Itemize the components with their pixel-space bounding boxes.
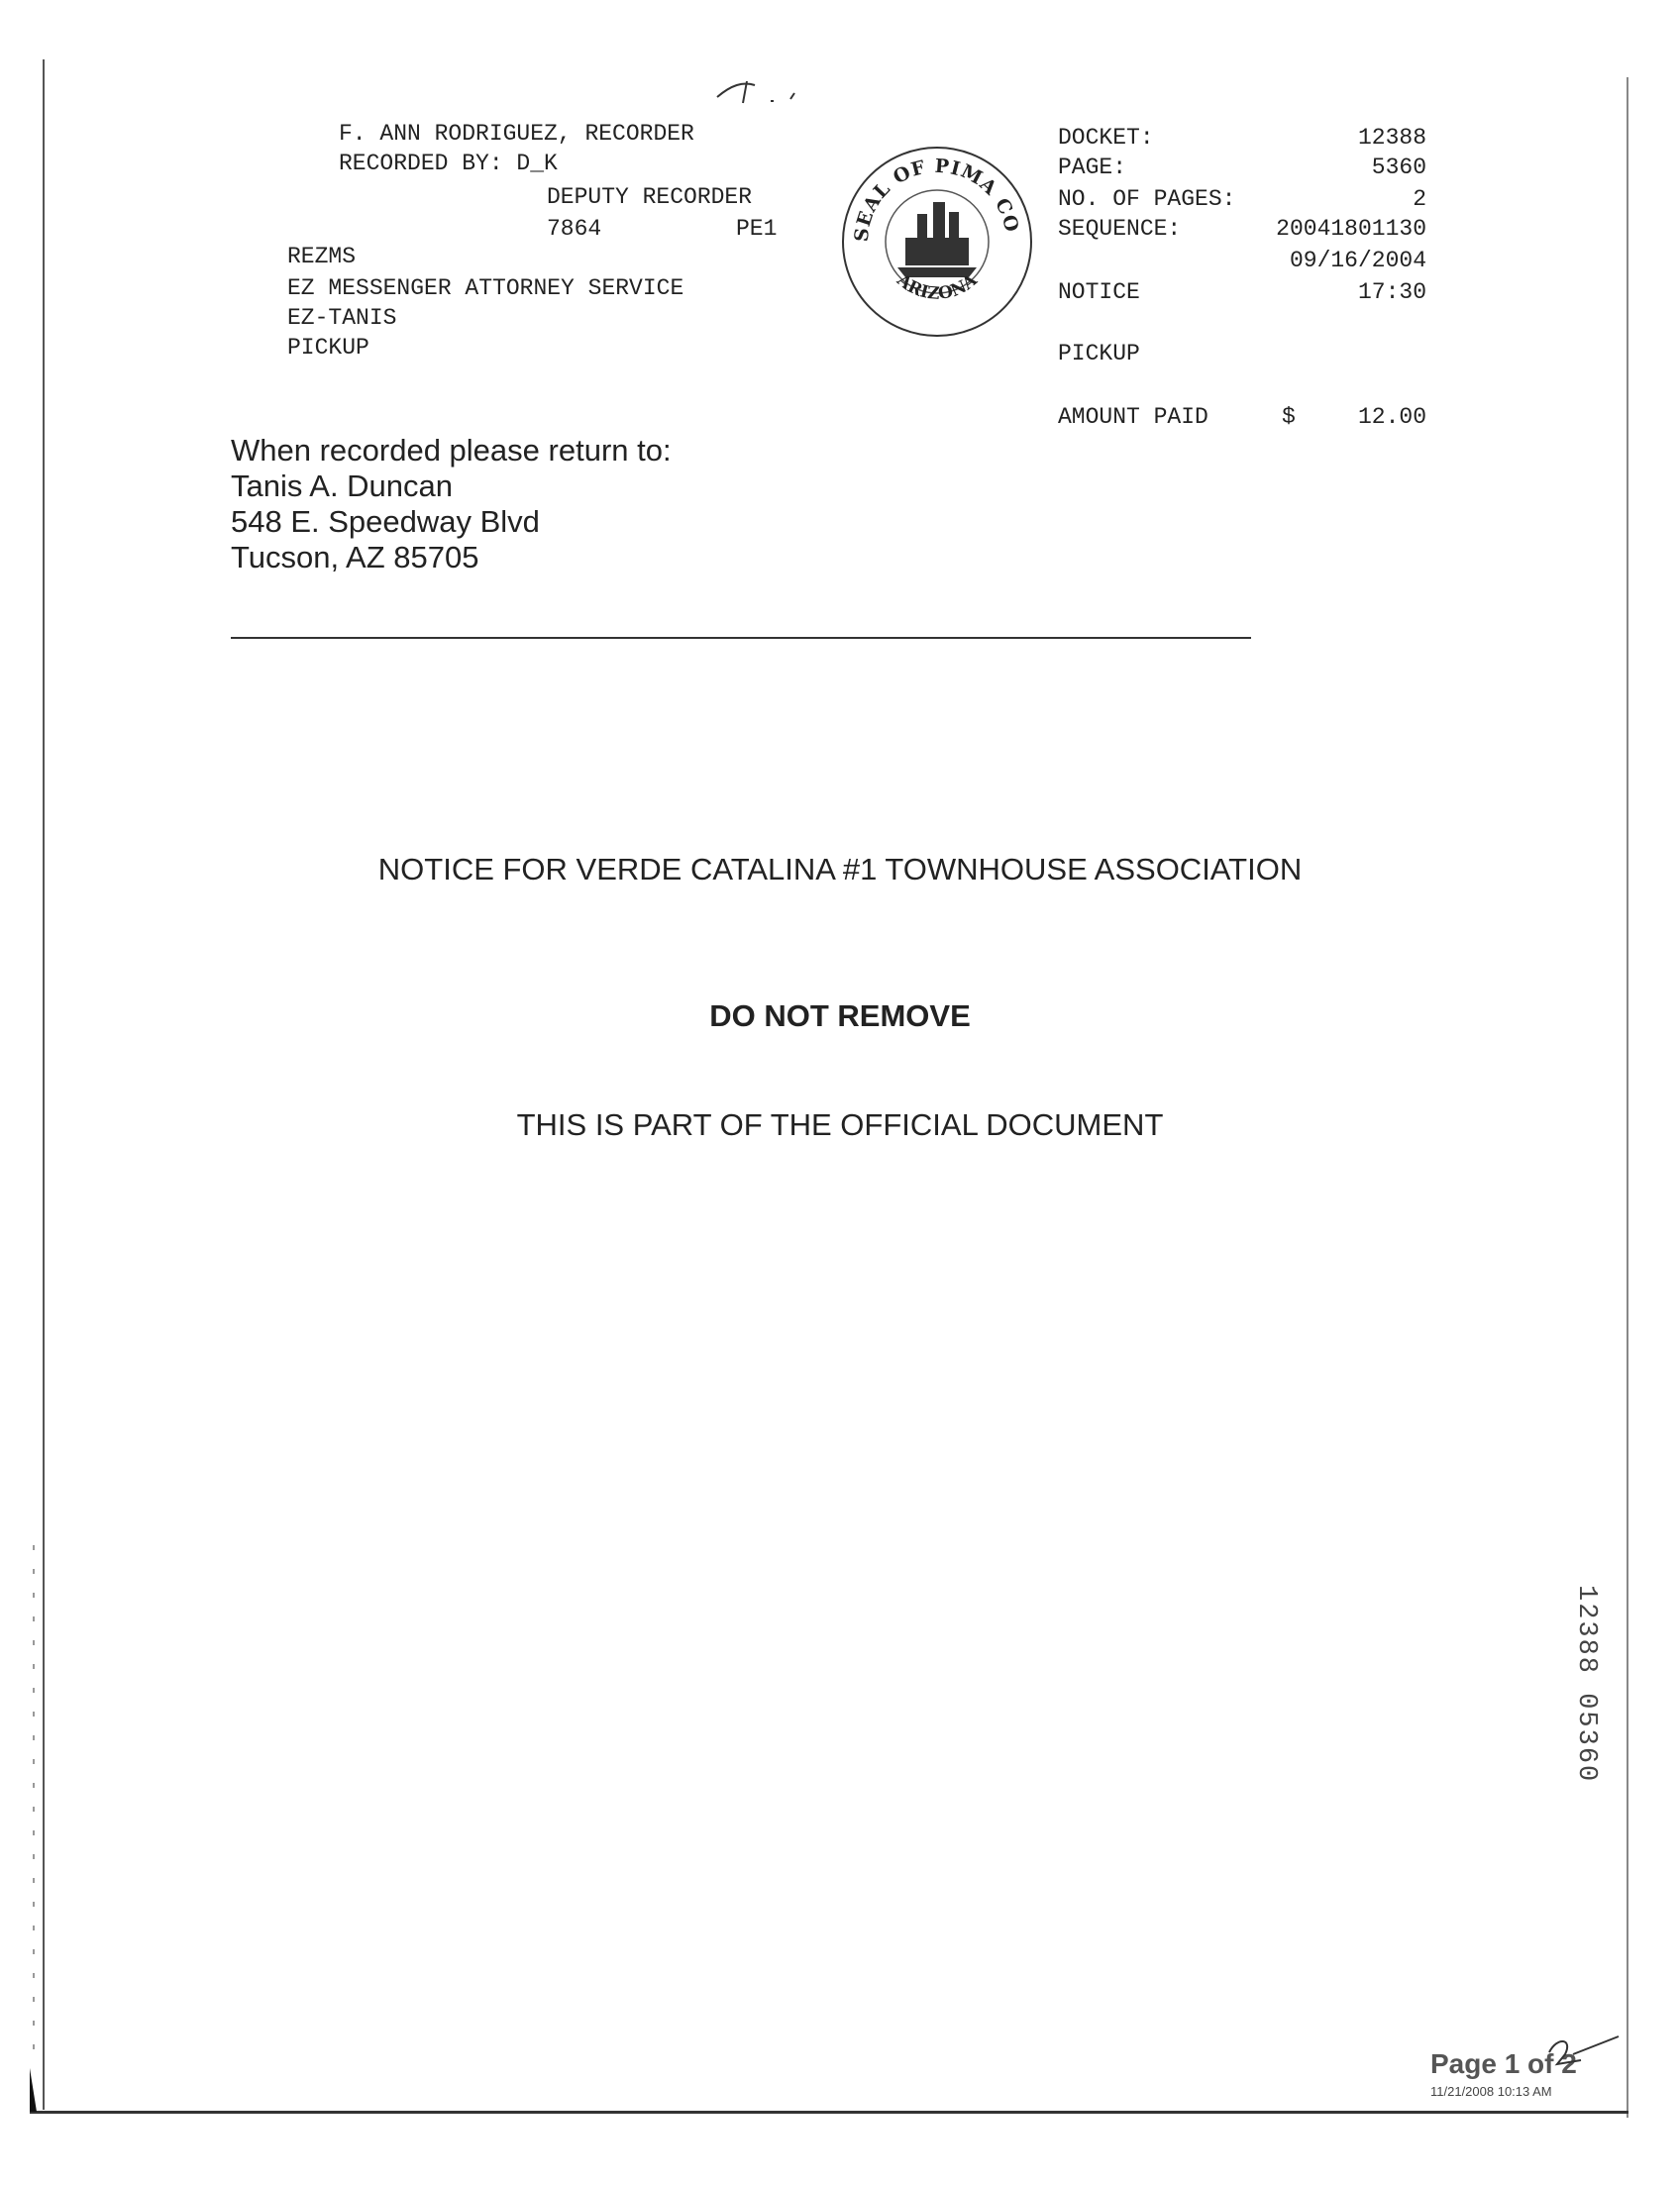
official-document-note: THIS IS PART OF THE OFFICIAL DOCUMENT (516, 1107, 1164, 1142)
scan-edge-right (1627, 77, 1628, 2118)
recorder-name: F. ANN RODRIGUEZ, RECORDER (339, 121, 694, 147)
handwritten-mark (713, 75, 802, 109)
recorder-code-pe: PE1 (736, 216, 778, 242)
submitter-name: EZ MESSENGER ATTORNEY SERVICE (287, 275, 684, 301)
seal-text-bottom: ARIZONA (892, 270, 982, 304)
amount-value: 12.00 (1357, 404, 1426, 430)
page-label: PAGE: (1058, 155, 1127, 180)
submitter-short: EZ-TANIS (287, 305, 397, 331)
recorder-code-number: 7864 (547, 216, 602, 242)
seal-text-top: SEAL OF PIMA CO (850, 155, 1023, 243)
recorded-date: 09/16/2004 (1289, 248, 1426, 273)
sequence-value: 20041801130 (1276, 216, 1426, 242)
return-street: 548 E. Speedway Blvd (231, 504, 540, 539)
footer-timestamp: 11/21/2008 10:13 AM (1430, 2084, 1552, 2099)
sequence-label: SEQUENCE: (1058, 216, 1182, 242)
do-not-remove: DO NOT REMOVE (709, 998, 971, 1033)
docket-value: 12388 (1357, 125, 1426, 151)
divider-line (231, 637, 1251, 639)
document-type: NOTICE (1058, 279, 1140, 305)
scan-edge-bottom (30, 2111, 1628, 2114)
pages-label: NO. OF PAGES: (1058, 186, 1236, 212)
scan-edge-left (43, 59, 45, 2110)
return-city: Tucson, AZ 85705 (231, 540, 479, 574)
scan-dotted-margin (33, 1545, 35, 2060)
page-value: 5360 (1371, 155, 1426, 180)
recorded-by: RECORDED BY: D_K (339, 151, 558, 176)
docket-label: DOCKET: (1058, 125, 1154, 151)
scan-corner-mark (30, 2068, 37, 2112)
return-label: When recorded please return to: (231, 433, 672, 468)
notice-title: NOTICE FOR VERDE CATALINA #1 TOWNHOUSE ASSOCIATION (377, 852, 1303, 886)
delivery-right: PICKUP (1058, 341, 1140, 366)
return-address (231, 433, 672, 575)
amount-label: AMOUNT PAID (1058, 404, 1208, 430)
submitter-code: REZMS (287, 244, 357, 269)
delivery-left: PICKUP (287, 335, 369, 361)
county-seal (838, 143, 1036, 341)
amount-currency: $ (1282, 404, 1296, 430)
svg-text:THE SEAL OF PIMA COUNTY (838, 143, 1023, 243)
recorded-time: 17:30 (1357, 279, 1426, 305)
deputy-recorder: DEPUTY RECORDER (547, 184, 753, 210)
handwritten-page-correction (1543, 2031, 1623, 2070)
side-stamp: 12388 05360 (1571, 1585, 1601, 1784)
pages-value: 2 (1413, 186, 1426, 212)
return-name: Tanis A. Duncan (231, 469, 454, 503)
page-indicator: Page 1 of 2 (1430, 2048, 1577, 2079)
